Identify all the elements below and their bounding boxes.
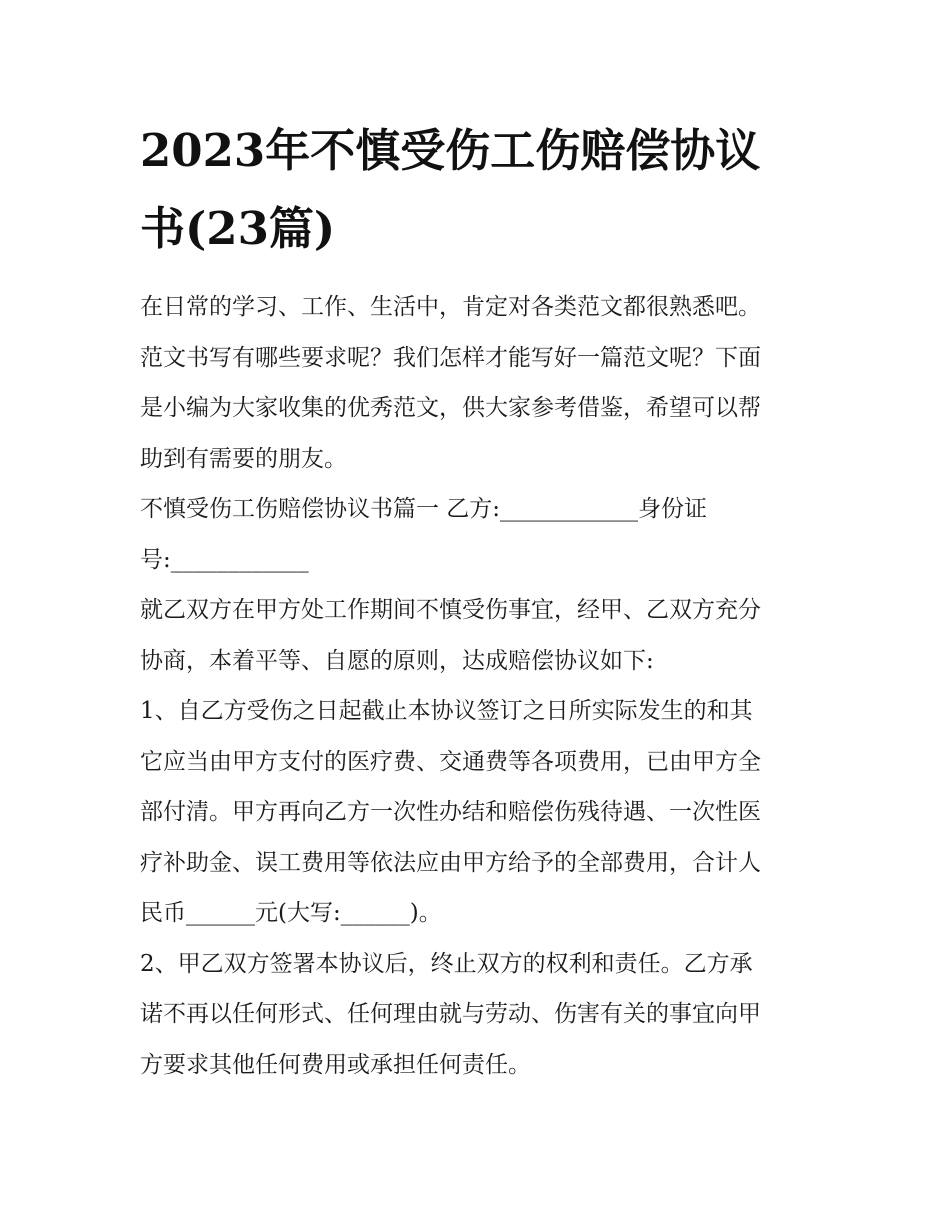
body-line: 诺不再以任何形式、任何理由就与劳动、伤害有关的事宜向甲 [140, 1001, 761, 1027]
body-line: 协商，本着平等、自愿的原则，达成赔偿协议如下: [140, 647, 654, 674]
body-line: 是小编为大家收集的优秀范文，供大家参考借鉴，希望可以帮 [140, 395, 761, 421]
body-line: 部付清。甲方再向乙方一次性办结和赔偿伤残待遇、一次性医 [140, 799, 761, 825]
body-line: 它应当由甲方支付的医疗费、交通费等各项费用，已由甲方全 [140, 748, 761, 775]
body-line: 号:____________ [140, 546, 309, 573]
body-line: 不慎受伤工伤赔偿协议书篇一 乙方:____________身份证 [140, 496, 708, 522]
title-line: 2023年不慎受伤工伤赔偿协议 [140, 124, 761, 177]
document-content [140, 112, 820, 1090]
body-line: 就乙双方在甲方处工作期间不慎受伤事宜，经甲、乙双方充分 [140, 597, 761, 623]
document-body [140, 282, 820, 1090]
document-title [140, 112, 820, 268]
body-line: 2、甲乙双方签署本协议后，终止双方的权利和责任。乙方承 [140, 950, 753, 977]
body-line: 范文书写有哪些要求呢？我们怎样才能写好一篇范文呢？下面 [140, 344, 761, 371]
body-line: 1、自乙方受伤之日起截止本协议签订之日所实际发生的和其 [140, 698, 753, 724]
body-line: 方要求其他任何费用或承担任何责任。 [140, 1051, 531, 1078]
title-line: 书(23篇) [140, 202, 336, 255]
body-line: 疗补助金、误工费用等依法应由甲方给予的全部费用，合计人 [140, 849, 761, 876]
body-line: 在日常的学习、工作、生活中，肯定对各类范文都很熟悉吧。 [140, 294, 761, 320]
body-line: 助到有需要的朋友。 [140, 445, 347, 472]
body-line: 民币______元(大写:______)。 [140, 900, 442, 926]
